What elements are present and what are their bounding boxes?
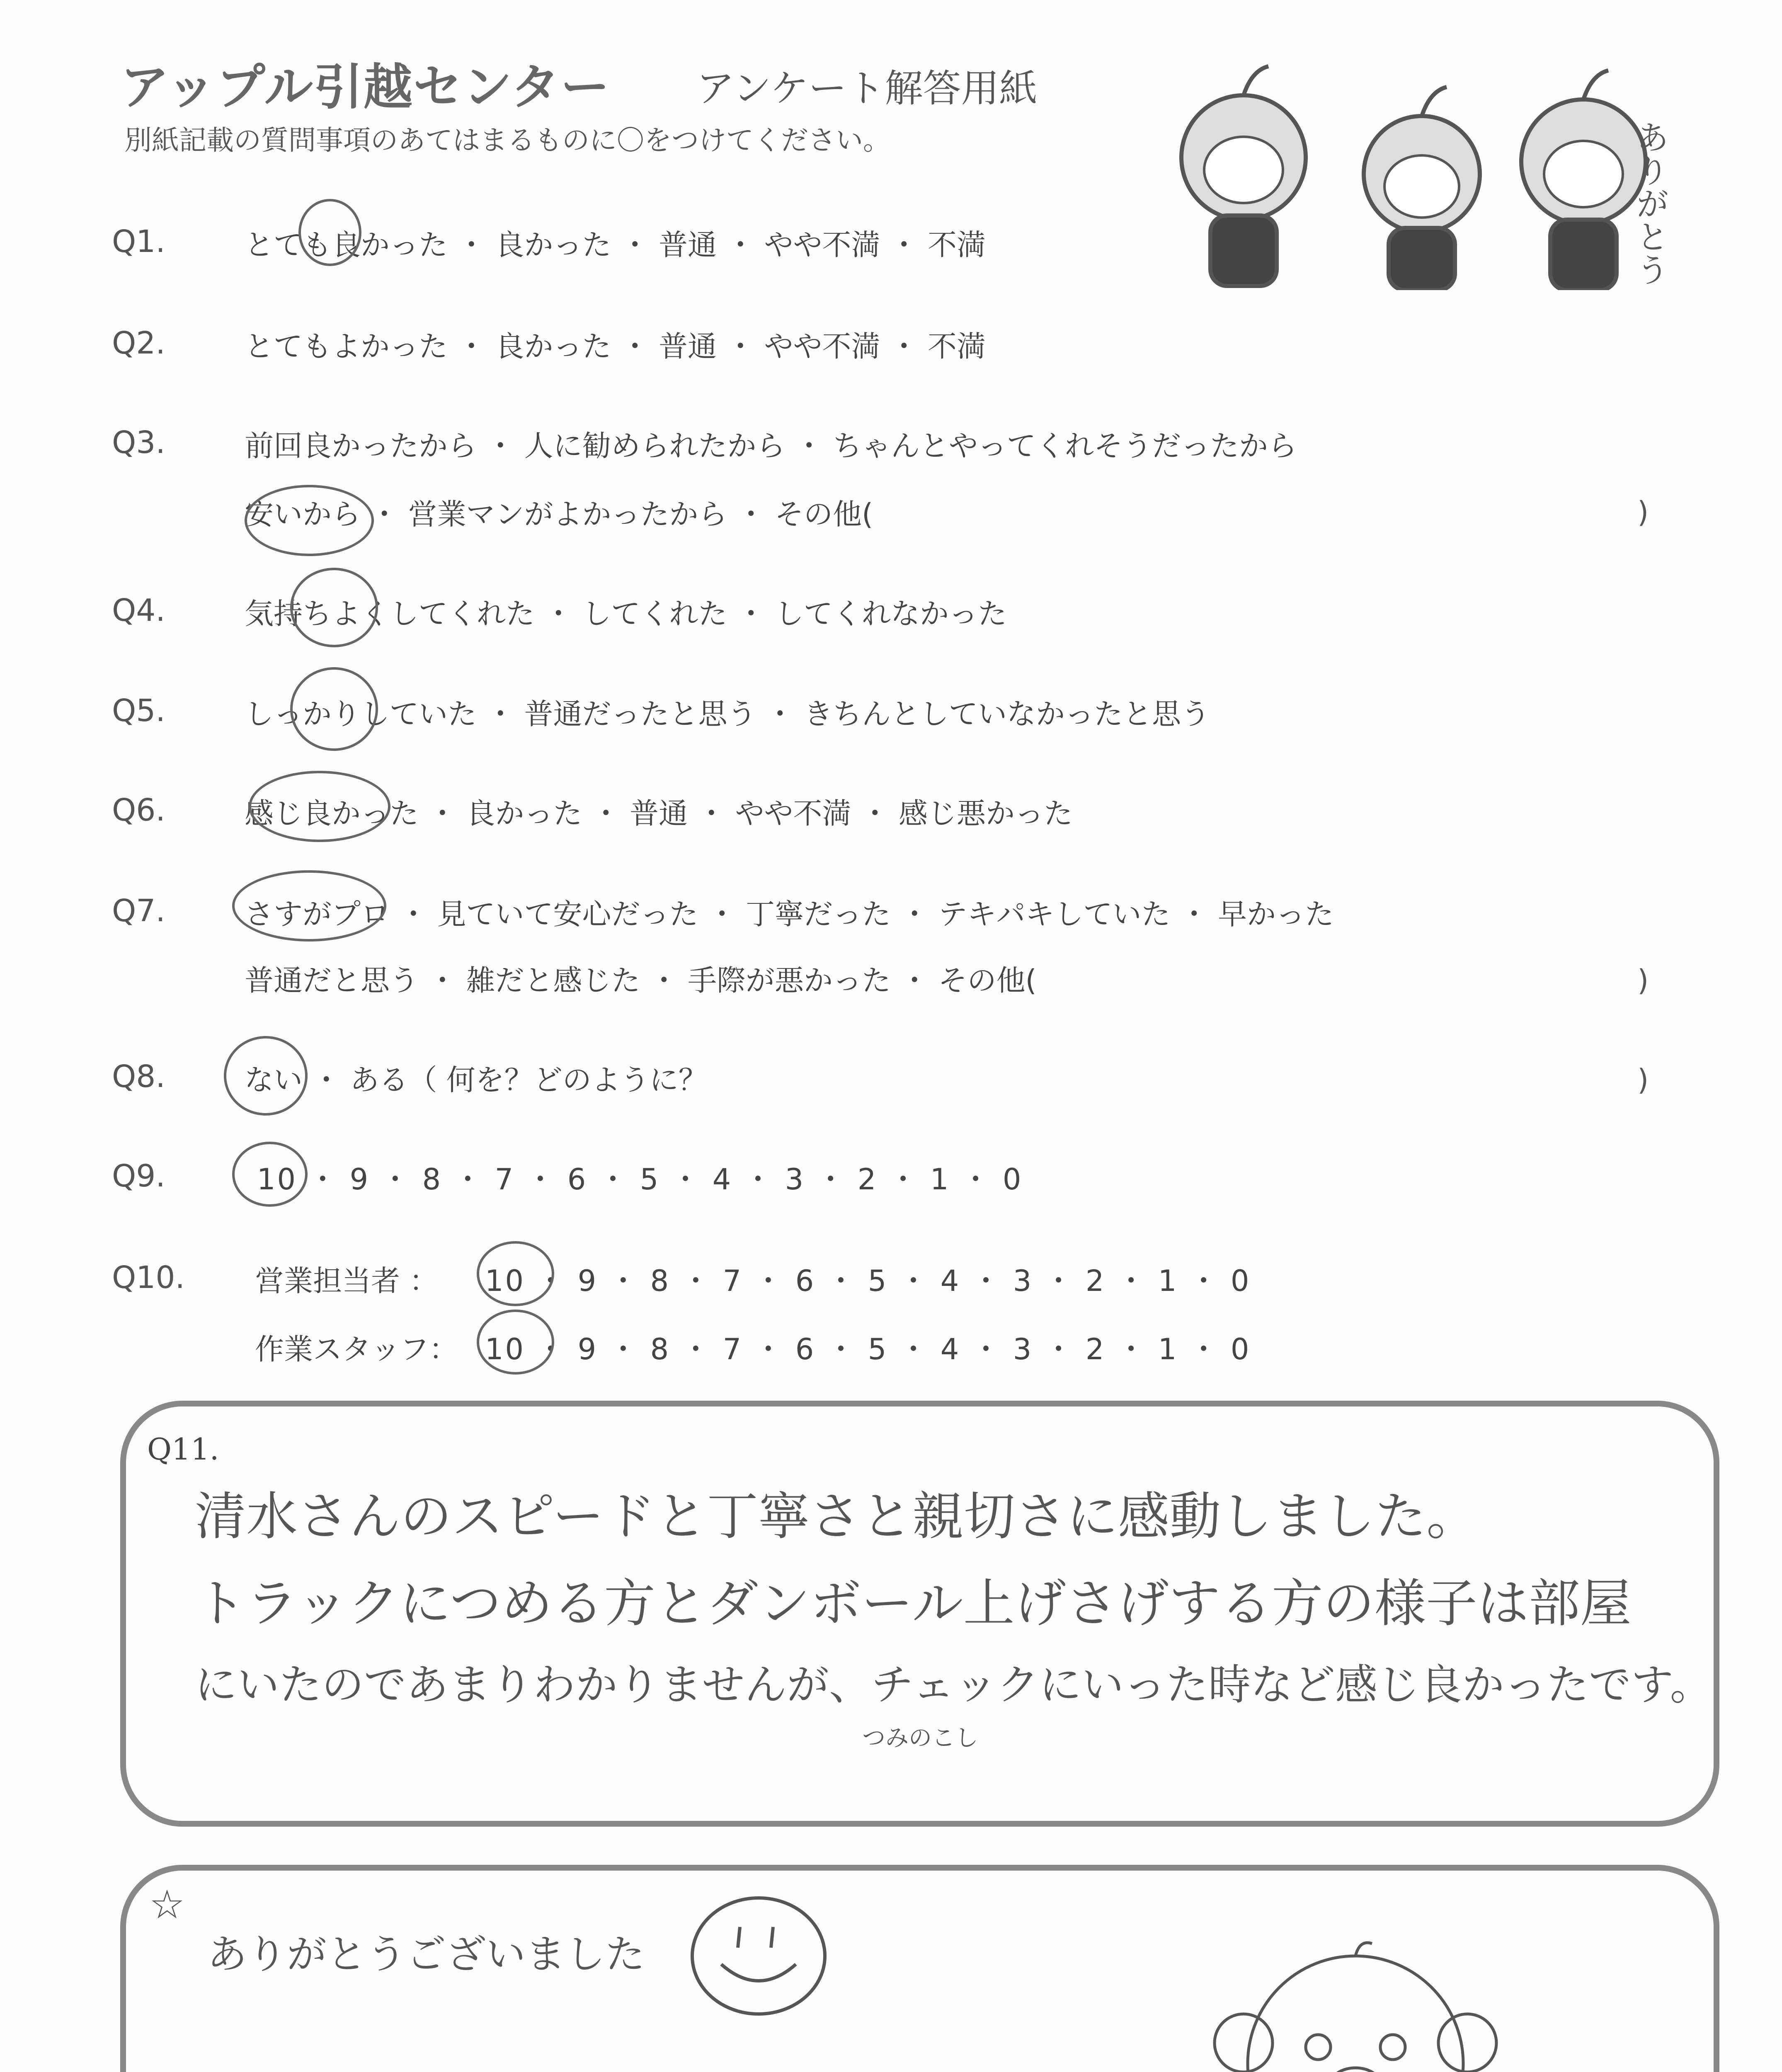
q6-options[interactable]: 感じ良かった ・ 良かった ・ 普通 ・ やや不満 ・ 感じ悪かった (245, 796, 1073, 830)
q3-options-line2[interactable]: 安いから ・ 営業マンがよかったから ・ その他( (245, 497, 873, 531)
monkey-doodle-drawing (1190, 1939, 1521, 2072)
mascot-thanks-text: ありがとう (1630, 120, 1669, 286)
answer-mark-q1 (298, 199, 361, 266)
q4-label: Q4. (112, 593, 165, 628)
answer-mark-q9 (232, 1142, 308, 1207)
q10-sales-label: 営業担当者 ： (255, 1264, 439, 1298)
form-subtitle: アンケート解答用紙 (696, 66, 1038, 111)
q11-handwritten-line3[interactable]: にいたのであまりわかりませんが、チェックにいった時など感じ良かったです。 (195, 1661, 1712, 1710)
q11-handwritten-line1[interactable]: 清水さんのスピードと丁寧さと親切さに感動しました。 (195, 1487, 1478, 1547)
star-icon: ☆ (149, 1881, 185, 1928)
q7-paren-close: ) (1637, 963, 1649, 997)
q7-label: Q7. (112, 893, 165, 929)
q5-options[interactable]: しっかりしていた ・ 普通だったと思う ・ きちんとしていなかったと思う (245, 697, 1210, 731)
q9-scale[interactable]: 10 ・ 9 ・ 8 ・ 7 ・ 6 ・ 5 ・ 4 ・ 3 ・ 2 ・ 1 ・ 0 (257, 1162, 1023, 1196)
answer-mark-q7 (232, 870, 386, 942)
answer-mark-q10-sales (477, 1241, 554, 1306)
q10-staff-scale[interactable]: 10 ・ 9 ・ 8 ・ 7 ・ 6 ・ 5 ・ 4 ・ 3 ・ 2 ・ 1 ・ 0 (485, 1332, 1251, 1366)
page-title: アップル引越センター (120, 58, 611, 116)
q7-options-line1[interactable]: さすがプロ ・ 見ていて安心だった ・ 丁寧だった ・ テキパキしていた ・ 早かった (245, 897, 1334, 931)
q3-paren-close: ) (1637, 495, 1649, 529)
mascot-monkeys-illustration (1152, 58, 1704, 290)
q1-options[interactable]: とても良かった ・ 良かった ・ 普通 ・ やや不満 ・ 不満 (245, 228, 986, 262)
q8-paren-close: ) (1637, 1063, 1649, 1097)
q5-label: Q5. (112, 693, 165, 729)
q11-label: Q11. (147, 1432, 219, 1467)
answer-mark-q4 (290, 568, 378, 647)
q10-staff-label: 作業スタッフ： (255, 1332, 458, 1366)
instruction-text: 別紙記載の質問事項のあてはまるものに〇をつけてください。 (124, 124, 890, 156)
answer-mark-q10-staff (477, 1310, 554, 1375)
q11-insert-note: つみのこし (862, 1725, 978, 1752)
comment-handwritten-text[interactable]: ありがとうございました (207, 1931, 645, 1978)
q4-options[interactable]: 気持ちよくしてくれた ・ してくれた ・ してくれなかった (245, 597, 1007, 631)
answer-mark-q8 (224, 1036, 308, 1116)
q11-handwritten-line2[interactable]: トラックにつめる方とダンボール上げさげする方の様子は部屋 (195, 1574, 1632, 1634)
answer-mark-q3 (245, 485, 374, 556)
q2-options[interactable]: とてもよかった ・ 良かった ・ 普通 ・ やや不満 ・ 不満 (245, 329, 986, 363)
q3-label: Q3. (112, 425, 165, 460)
q6-label: Q6. (112, 792, 165, 828)
answer-mark-q5 (290, 667, 378, 751)
q10-label: Q10. (112, 1260, 185, 1295)
q2-label: Q2. (112, 325, 165, 361)
q8-options[interactable]: ない ・ ある（ 何を？どのように？ (245, 1063, 708, 1097)
q3-options-line1[interactable]: 前回良かったから ・ 人に勧められたから ・ ちゃんとやってくれそうだったから (245, 429, 1297, 463)
q8-label: Q8. (112, 1059, 165, 1094)
smiley-face-drawing (684, 1890, 833, 2022)
answer-mark-q6 (249, 771, 390, 842)
q1-label: Q1. (112, 224, 165, 259)
q10-sales-scale[interactable]: 10 ・ 9 ・ 8 ・ 7 ・ 6 ・ 5 ・ 4 ・ 3 ・ 2 ・ 1 ・ 0 (485, 1264, 1251, 1298)
q9-label: Q9. (112, 1158, 165, 1194)
q7-options-line2[interactable]: 普通だと思う ・ 雑だと感じた ・ 手際が悪かった ・ その他( (245, 963, 1037, 997)
